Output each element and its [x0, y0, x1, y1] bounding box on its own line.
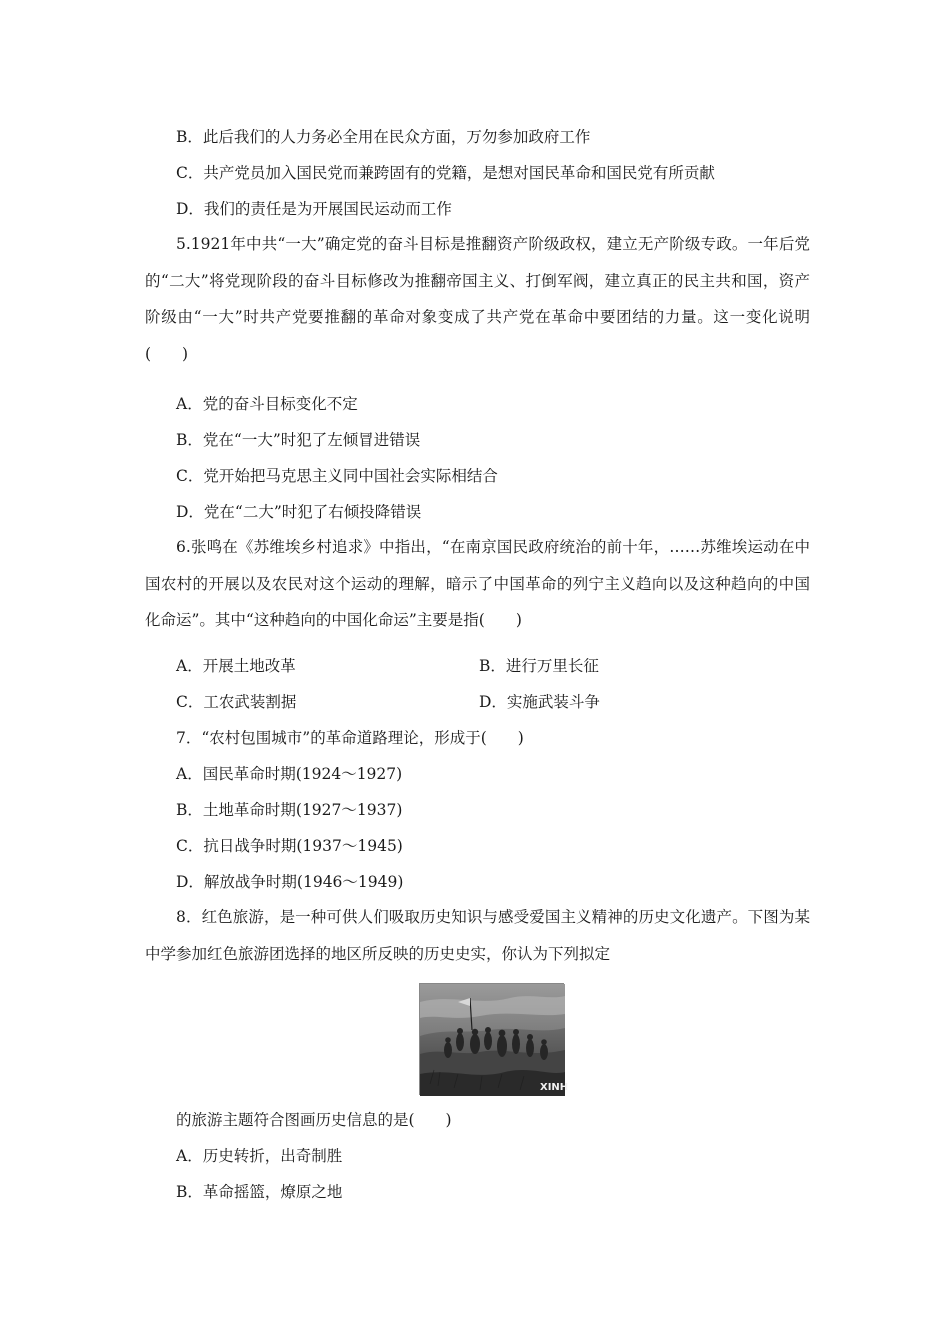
- q8-stem-continued: 的旅游主题符合图画历史信息的是( ): [176, 1111, 452, 1129]
- q8-stem: 8．红色旅游，是一种可供人们吸取历史知识与感受爱国主义精神的历史文化遗产。下图为某中学参加红色旅游团选择的地区所反映的历史史实，你认为下列拟定: [145, 908, 810, 963]
- q5-stem: 5.1921年中共“一大”确定党的奋斗目标是推翻资产阶级政权，建立无产阶级专政。一年后党的“二大”将党现阶段的奋斗目标修改为推翻帝国主义、打倒军阀，建立真正的民主共和国，资产阶级由“一大”时共产党要推翻的革命对象变成了共产党在革命中要团结的力量。这一变化说明( ): [145, 235, 810, 363]
- q7-option-a: A．国民革命时期(1924～1927): [176, 765, 403, 783]
- q7-option-b: B．土地革命时期(1927～1937): [176, 801, 403, 819]
- q7-option-d: D．解放战争时期(1946～1949): [176, 873, 404, 891]
- image-watermark-text: XINH: [540, 1082, 569, 1093]
- q7-option-c: C．抗日战争时期(1937～1945): [176, 837, 403, 855]
- q5-option-d: D．党在“二大”时犯了右倾投降错误: [176, 503, 422, 521]
- q4-option-d: D．我们的责任是为开展国民运动而工作: [176, 200, 452, 218]
- q4-option-b: B．此后我们的人力务必全用在民众方面，万勿参加政府工作: [176, 128, 591, 146]
- q7-stem: 7．“农村包围城市”的革命道路理论，形成于( ): [176, 729, 524, 747]
- q6-option-b: B．进行万里长征: [479, 657, 599, 675]
- q8-option-b: B．革命摇篮，燎原之地: [176, 1183, 343, 1201]
- q6-stem: 6.张鸣在《苏维埃乡村追求》中指出，“在南京国民政府统治的前十年，……苏维埃运动在中国农村的开展以及农民对这个运动的理解，暗示了中国革命的列宁主义趋向以及这种趋向的中国化命运”。其中“这种趋向的中国化命运”主要是指( ): [145, 538, 810, 629]
- q5-option-c: C．党开始把马克思主义同中国社会实际相结合: [176, 467, 498, 485]
- q5-option-b: B．党在“一大”时犯了左倾冒进错误: [176, 431, 421, 449]
- q6-option-d: D．实施武装斗争: [479, 693, 600, 711]
- q8-option-a: A．历史转折，出奇制胜: [176, 1147, 343, 1165]
- q4-option-c: C．共产党员加入国民党而兼跨固有的党籍，是想对国民革命和国民党有所贡献: [176, 164, 715, 182]
- q6-option-c: C．工农武装割据: [176, 693, 297, 711]
- q8-historical-painting: [419, 983, 569, 1095]
- q6-option-a: A．开展土地改革: [176, 657, 296, 675]
- q5-option-a: A．党的奋斗目标变化不定: [176, 395, 358, 413]
